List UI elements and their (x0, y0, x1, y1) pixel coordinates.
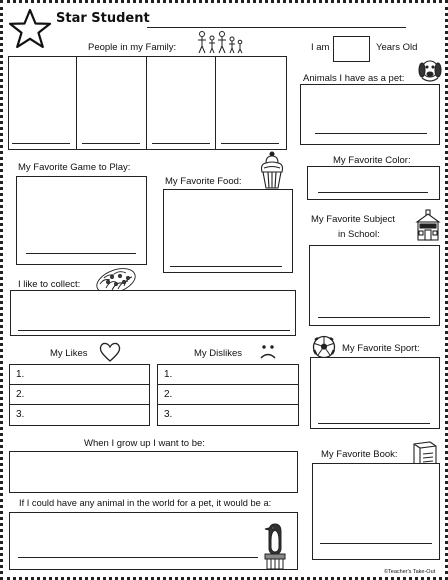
color-line (318, 192, 428, 193)
cupcake-icon (256, 150, 288, 190)
list-item[interactable]: 1. (10, 365, 149, 385)
animals-label: Animals I have as a pet: (303, 73, 405, 84)
family-member-line (82, 143, 140, 144)
family-icon (196, 30, 244, 54)
family-divider (76, 56, 77, 150)
penguin-icon (262, 522, 288, 570)
any-animal-box[interactable] (9, 512, 298, 570)
list-item[interactable]: 1. (158, 365, 298, 385)
heart-icon (98, 340, 122, 364)
food-line (170, 266, 282, 267)
sport-label: My Favorite Sport: (342, 343, 420, 354)
age-box[interactable] (333, 36, 370, 62)
any-animal-line (18, 557, 258, 558)
food-label: My Favorite Food: (165, 176, 242, 187)
family-divider (215, 56, 216, 150)
likes-list[interactable] (9, 364, 150, 426)
sport-box[interactable] (310, 357, 440, 429)
game-box[interactable] (16, 176, 147, 265)
game-line (26, 253, 136, 254)
animals-box[interactable] (300, 84, 440, 145)
sport-line (318, 423, 430, 424)
list-item[interactable]: 3. (16, 409, 25, 420)
schoolhouse-icon (414, 208, 442, 242)
color-label: My Favorite Color: (333, 155, 411, 166)
collect-label: I like to collect: (18, 279, 81, 290)
likes-label: My Likes (50, 348, 88, 359)
grow-up-box[interactable] (9, 451, 298, 493)
family-label: People in my Family: (88, 42, 177, 53)
family-divider (146, 56, 147, 150)
dislikes-list[interactable] (157, 364, 299, 426)
list-item[interactable]: 2. (158, 385, 298, 405)
book-box[interactable] (312, 463, 440, 560)
book-line (320, 543, 432, 544)
book-label: My Favorite Book: (321, 449, 398, 460)
page-title: Star Student (56, 11, 150, 26)
age-suffix-label: Years Old (376, 42, 418, 53)
family-member-line (221, 143, 279, 144)
family-member-line (12, 143, 70, 144)
age-prefix-label: I am (311, 42, 330, 53)
dog-icon (416, 58, 444, 84)
subject-label-line2: in School: (338, 229, 380, 240)
grow-up-label: When I grow up I want to be: (84, 438, 205, 449)
animals-line (315, 133, 427, 134)
star-icon (8, 8, 52, 50)
subject-box[interactable] (309, 245, 440, 326)
name-line (147, 27, 406, 28)
game-label: My Favorite Game to Play: (18, 162, 131, 173)
family-box[interactable] (8, 56, 287, 150)
collect-line (18, 330, 290, 331)
family-member-line (152, 143, 210, 144)
any-animal-label: If I could have any animal in the world for a pet, it would be a: (19, 498, 272, 508)
dislikes-label: My Dislikes (194, 348, 243, 359)
color-box[interactable] (307, 166, 440, 200)
list-item[interactable]: 2. (10, 385, 149, 405)
subject-line (318, 317, 430, 318)
list-item[interactable]: 3. (164, 409, 173, 420)
frown-face-icon (258, 341, 278, 361)
food-box[interactable] (163, 189, 293, 273)
subject-label-line1: My Favorite Subject (311, 214, 395, 225)
copyright-credit: ©Teacher's Take-Out (384, 569, 436, 575)
soccer-ball-icon (312, 335, 336, 359)
